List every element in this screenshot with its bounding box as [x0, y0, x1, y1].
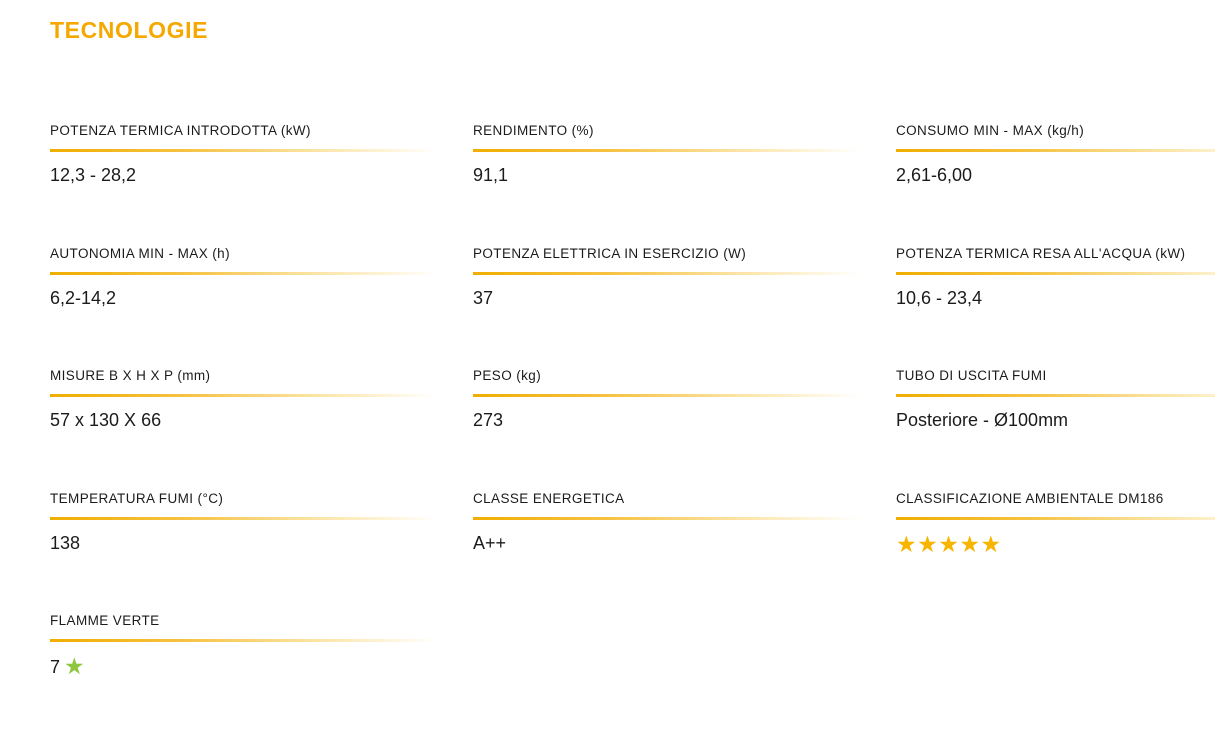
divider-gradient — [50, 394, 437, 397]
divider-gradient — [50, 272, 437, 275]
spec-label: MISURE B X H X P (mm) — [50, 368, 211, 383]
spec-item — [896, 369, 1215, 492]
spec-label: AUTONOMIA MIN - MAX (h) — [50, 245, 230, 261]
spec-item — [896, 124, 1215, 247]
spec-label: TEMPERATURA FUMI (°C) — [50, 490, 224, 506]
divider-gradient — [896, 517, 1215, 520]
spec-item — [896, 247, 1215, 370]
divider-gradient — [473, 149, 860, 152]
green-star-icon: ★ — [64, 653, 86, 679]
spec-value — [50, 410, 437, 431]
spec-label: TUBO DI USCITA FUMI — [896, 368, 1047, 383]
spec-value — [473, 410, 860, 431]
spec-value-text: 6,2-14,2 — [50, 287, 117, 308]
spec-value-text: 2,61-6,00 — [896, 165, 973, 185]
spec-item — [50, 369, 437, 492]
divider-gradient — [50, 149, 437, 152]
divider-gradient — [50, 639, 437, 642]
spec-item — [473, 369, 860, 492]
spec-item — [473, 124, 860, 247]
spec-value — [896, 530, 1215, 557]
spec-value-text: 12,3 - 28,2 — [50, 165, 137, 185]
spec-value-text: 138 — [50, 532, 81, 553]
divider-gradient — [896, 149, 1215, 152]
spec-item — [50, 614, 437, 737]
spec-value-text: Posteriore - Ø100mm — [896, 410, 1069, 430]
spec-value-text: 10,6 - 23,4 — [896, 287, 983, 308]
spec-value — [896, 410, 1215, 431]
spec-label: CLASSIFICAZIONE AMBIENTALE DM186 — [896, 490, 1164, 506]
spec-value-text: 57 x 130 X 66 — [50, 410, 162, 430]
divider-gradient — [896, 394, 1215, 397]
spec-label: RENDIMENTO (%) — [473, 123, 594, 138]
spec-value-text: 91,1 — [473, 165, 509, 185]
spec-value — [473, 288, 860, 309]
divider-gradient — [473, 272, 860, 275]
spec-label: CLASSE ENERGETICA — [473, 490, 625, 506]
gold-star-icon: ★★★★★ — [896, 530, 1002, 557]
spec-value-text: 37 — [473, 287, 494, 308]
spec-value — [473, 165, 860, 186]
spec-value — [896, 165, 1215, 186]
spec-label: FLAMME VERTE — [50, 613, 160, 628]
spec-label: CONSUMO MIN - MAX (kg/h) — [896, 123, 1085, 138]
spec-item — [50, 492, 437, 615]
spec-value — [50, 655, 437, 678]
divider-gradient — [50, 517, 437, 520]
spec-label: POTENZA ELETTRICA IN ESERCIZIO (W) — [473, 245, 747, 261]
spec-value-text: 7 — [50, 657, 61, 677]
spec-item — [50, 124, 437, 247]
spec-value-text: 273 — [473, 410, 504, 430]
spec-value — [50, 288, 437, 309]
spec-item — [473, 247, 860, 370]
spec-label: POTENZA TERMICA INTRODOTTA (kW) — [50, 123, 311, 138]
spec-value — [50, 533, 437, 554]
spec-value — [896, 288, 1215, 309]
divider-gradient — [473, 394, 860, 397]
section-title: TECNOLOGIE — [50, 17, 209, 43]
spec-value — [473, 533, 860, 554]
spec-label: PESO (kg) — [473, 368, 542, 383]
specs-grid — [50, 124, 1215, 737]
divider-gradient — [473, 517, 860, 520]
divider-gradient — [896, 272, 1215, 275]
spec-item — [473, 492, 860, 615]
spec-value — [50, 165, 437, 186]
spec-item — [50, 247, 437, 370]
spec-value-text: A++ — [473, 532, 507, 553]
spec-item — [896, 492, 1215, 615]
spec-label: POTENZA TERMICA RESA ALL'ACQUA (kW) — [896, 245, 1186, 261]
